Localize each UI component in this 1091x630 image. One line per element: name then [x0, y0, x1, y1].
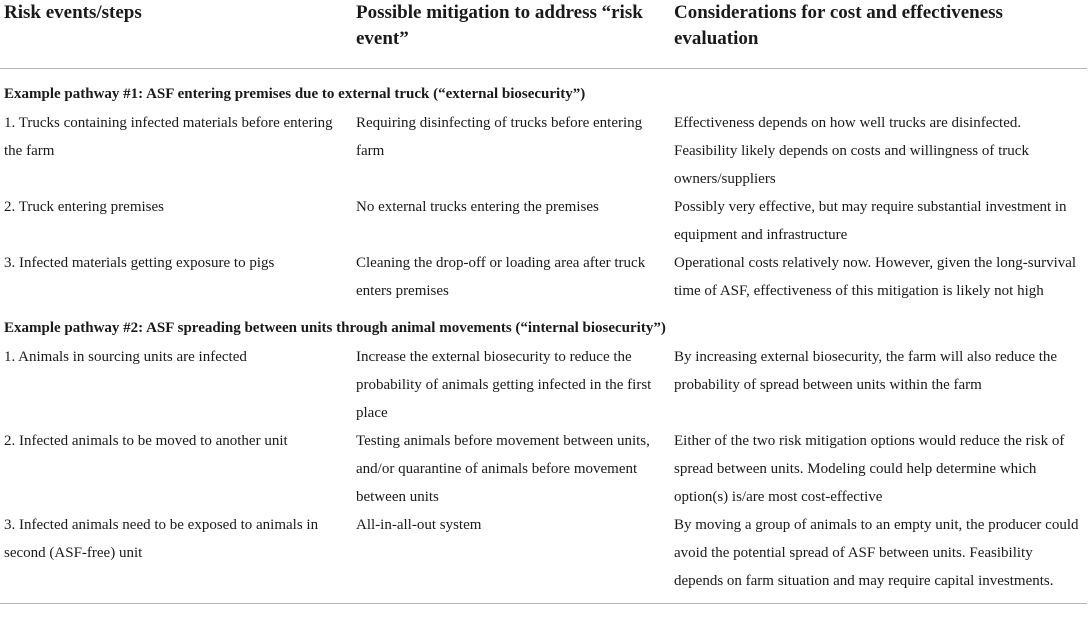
section-row [0, 305, 1087, 343]
table-header [0, 0, 1087, 69]
risk-step-cell: 3. Infected materials getting exposure to pigs [4, 255, 275, 271]
mitigation-cell: Requiring disinfecting of trucks before entering farm [356, 115, 643, 159]
mitigation-cell: Cleaning the drop-off or loading area after truck enters premises [356, 255, 646, 299]
table-row [0, 343, 1087, 427]
considerations-cell: Either of the two risk mitigation options would reduce the risk of spread between units. Modeling could help determine which option(s) is/are most cost-effective [674, 433, 1065, 505]
table-row [0, 193, 1087, 249]
header-risk-events: Risk events/steps [0, 0, 350, 69]
mitigation-cell: Increase the external biosecurity to reduce the probability of animals getting infected in the first place [356, 349, 652, 421]
mitigation-cell: Testing animals before movement between units, and/or quarantine of animals before movement between units [356, 433, 650, 505]
table-row [0, 249, 1087, 305]
section-title: Example pathway #2: ASF spreading between units through animal movements (“internal biosecurity”) [4, 320, 666, 336]
risk-step-cell: 1. Animals in sourcing units are infected [4, 349, 247, 365]
risk-step-cell: 3. Infected animals need to be exposed to animals in second (ASF-free) unit [0, 511, 350, 604]
risk-step-cell: 2. Infected animals to be moved to another unit [4, 433, 288, 449]
considerations-cell: By moving a group of animals to an empty unit, the producer could avoid the potential spread of ASF between units. Feasibility depends on farm situation and may require capital investments. [668, 511, 1087, 604]
considerations-cell: By increasing external biosecurity, the farm will also reduce the probability of spread between units within the farm [674, 349, 1058, 393]
mitigation-cell: No external trucks entering the premises [356, 199, 599, 215]
section-row [0, 69, 1087, 110]
risk-step-cell: 1. Trucks containing infected materials before entering the farm [4, 115, 333, 159]
table-body [0, 69, 1087, 604]
table-row [0, 427, 1087, 511]
risk-step-cell: 2. Truck entering premises [4, 199, 164, 215]
table-row [0, 511, 1087, 604]
section-title: Example pathway #1: ASF entering premises due to external truck (“external biosecurity”) [4, 86, 586, 102]
mitigation-cell: All-in-all-out system [350, 511, 668, 604]
considerations-cell: Effectiveness depends on how well trucks are disinfected. Feasibility likely depends on costs and willingness of truck owners/suppliers [674, 115, 1029, 187]
header-considerations: Considerations for cost and effectiveness evaluation [668, 0, 1087, 69]
table-row [0, 109, 1087, 193]
header-row [0, 0, 1087, 69]
header-mitigation: Possible mitigation to address “risk event” [350, 0, 668, 69]
considerations-cell: Possibly very effective, but may require substantial investment in equipment and infrastructure [674, 199, 1067, 243]
considerations-cell: Operational costs relatively now. However, given the long-survival time of ASF, effectiveness of this mitigation is likely not high [674, 255, 1077, 299]
